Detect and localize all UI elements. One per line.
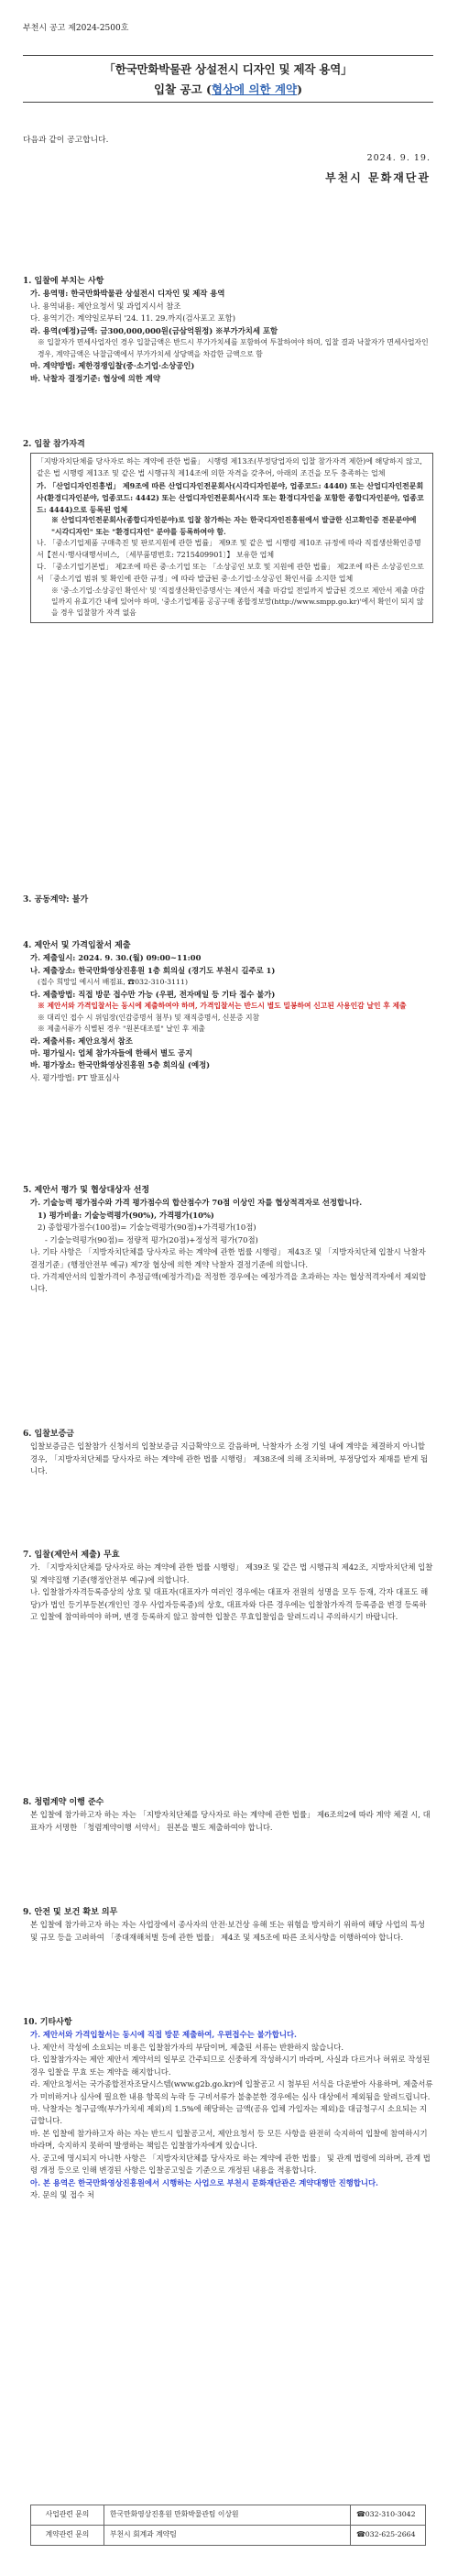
section-9: 9. 안전 및 보건 확보 의무 본 입찰에 참가하고자 하는 자는 사업장에서 종사자의 안전·보건상 유해 또는 위험을 방지하기 위하여 해당 사업의 특성 및 규모 등을 고려하여 「중대재해처벌 등에 관한 법률」 제4조 및 제5조에 따른 조치사항을 이행하여야 합니다. — [23, 1906, 433, 1944]
contract-type-highlight: 협상에 의한 계약 — [211, 82, 298, 96]
section-title: 9. 안전 및 보건 확보 의무 — [23, 1908, 118, 1917]
title-line-2: 입찰 공고 (협상에 의한 계약) — [153, 82, 303, 96]
section-4: 4. 제안서 및 가격입찰서 제출 가. 제출일시: 2024. 9. 30.(월) 09:00~11:00 나. 제출장소: 한국만화영상진흥원 1층 회의실 (경기도 부천시 길주로 1) (접수 희망일 예시서 배점표, ☎032-310-3111) 다. 제출방법: 직접 방문 접수만 가능 (우편, 전자메일 등 기타 접수 불가) ※ 제안서와 가격입찰서는 동시에 제출하여야 하며, 가격입찰서는 반드시 별도 밀봉하여 신고된 사용인감 날인 후 제출 ※ 대리인 접수 시 위임장(인감증명서 첨부) 및 재직증명서, 신분증 지참 ※ 제출서류가 식별된 경우 "원본대조필" 날인 후 제출 라. 제출서류: 제안요청서 참조 마. 평가일시: 업체 참가자들에 한해서 별도 공지 바. 평가장소: 한국만화영상진흥원 5층 회의실 (예정) 사. 평가방법: PT 발표심사 — [23, 939, 433, 1084]
contact-table — [30, 2505, 426, 2546]
section-1 — [23, 275, 433, 385]
title-line-1: 「한국만화박물관 상설전시 디자인 및 제작 용역」 — [104, 62, 353, 76]
section-8: 8. 청렴계약 이행 준수 본 입찰에 참가하고자 하는 자는 「지방자치단체를 당사자로 하는 계약에 관한 법률」 제6조의2에 따라 계약 체결 시, 대표자가 서명한 「청렴계약이행 서약서」 원본을 별도 제출하여야 합니다. — [23, 1796, 433, 1834]
section-title: 6. 입찰보증금 — [23, 1430, 74, 1439]
section-2 — [23, 438, 433, 623]
notice-number: 부천시 공고 제2024-2500호 — [23, 24, 129, 33]
section-title: 1. 입찰에 부치는 사항 — [23, 277, 104, 286]
section-5: 5. 제안서 평가 및 협상대상자 선정 가. 기술능력 평가점수와 가격 평가점수의 합산점수가 70점 이상인 자를 협상적격자로 선정합니다. 1) 평가비율: 기술능력평가(90%), 가격평가(10%) 2) 종합평가점수(100점)= 기술능력평가(90점)+가격평가(10점) - 기술능력평가(90점)= 정량적 평가(20점)+정성적 평가(70점) 나. 기타 사항은 「지방자치단체를 당사자로 하는 계약에 관한 법률 시행령」 제43조 및 「지방자치단체 입찰시 낙찰자 결정기준」(행정안전부 예규) 제7장 협상에 의한 계약 낙찰자 결정기준에 의합니다. 다. 가격제안서의 입찰가격이 추정금액(예정가격)을 적정한 경우에는 예정가격을 초과하는 자는 협상적격자에서 제외합니다. — [23, 1184, 433, 1296]
notice-date: 2024. 9. 19. — [366, 153, 431, 163]
section-6: 6. 입찰보증금 입찰보증금은 입찰참가 신청서의 입찰보증금 지급확약으로 갈음하며, 낙찰자가 소정 기일 내에 계약을 체결하지 아니할 경우, 「지방자치단체를 당사자로 하는 계약에 관한 법률 시행령」 제38조에 의해 조치하며, 부정당업자 제재를 받게 됩니다. — [23, 1428, 433, 1478]
item: 바. 낙찰자 결정기준: 협상에 의한 계약 — [30, 373, 160, 383]
section-title: 4. 제안서 및 가격입찰서 제출 — [23, 941, 131, 950]
section-title: 8. 청렴계약 이행 준수 — [23, 1798, 104, 1807]
item: 마. 계약방법: 제한경쟁입찰(중·소기업·소상공인) — [30, 361, 195, 371]
table-row: 계약관련 문의 부천시 회계과 계약팀 ☎032-625-2664 — [31, 2526, 426, 2546]
section-title: 5. 제안서 평가 및 협상대상자 선정 — [23, 1186, 150, 1195]
section-title: 2. 입찰 참가자격 — [23, 440, 85, 449]
section-7: 7. 입찰(제안서 제출) 무효 가. 「지방자치단체를 당사자로 하는 계약에 관한 법률 시행령」 제39조 및 같은 법 시행규칙 제42조, 지방자치단체 입찰 및 계약집행 기준(행정안전부 예규)에 의합니다. 나. 입찰참가자격등록증상의 상호 및 대표자(대표자가 여러인 경우에는 대표자 전원의 성명을 모두 등재, 각자 대표도 해당)가 법인 등기부등본(개인인 경우 사업자등록증)의 상호, 대표자와 다른 경우에는 입찰참가자격 등록증을 변경 등록하고 입찰에 참여하여야 하며, 변경 등록하지 않고 참여한 입찰은 무효입찰임을 알려드리니 주의하시기 바랍니다. — [23, 1551, 433, 1622]
section-title: 3. 공동계약: 불가 — [23, 895, 89, 904]
intro-text: 다음과 같이 공고합니다. — [23, 136, 109, 145]
qualification-box: 「지방자치단체를 당사자로 하는 계약에 관한 법률」 시행령 제13조(부정당업자의 입찰 참가자격 제한)에 해당하지 않고, 같은 법 시행령 제13조 및 같은 법 시행규칙 제14조에 의한 자격을 갖추어, 아래의 조건을 모두 충족하는 업체 가. 「산업디자인진흥법」 제9조에 따른 산업디자인전문회사(시각디자인분야, 업종코드: 4440) 또는 산업디자인전문회사(환경디자인분야, 업종코드: 4442) 또는 산업디자인전문회사(시각 또는 환경디자인을 포함한 종합디자인분야, 업종코드: 4444)으로 등록된 업체 ※ 산업디자인전문회사(종합디자인분야)로 입찰 참가하는 자는 한국디자인진흥원에서 발급한 신고확인증 전문분야에 "시각디자인" 또는 "환경디자인" 분야를 등록하여야 함. 나. 「중소기업제품 구매촉진 및 판로지원에 관한 법률」 제9조 및 같은 법 시행령 제10조 규정에 따라 직접생산확인증명서【전시·행사대행서비스, 〔세부품명번호: 7215409901〕】 보유한 업체 다. 「중소기업기본법」 제2조에 따른 중·소기업 또는 「소상공인 보호 및 지원에 관한 법률」 제2조에 따른 소상공인으로서 「중소기업 범위 및 확인에 관한 규정」에 따라 발급된 중·소기업·소상공인 확인서를 소지한 업체 ※ '중·소기업·소상공인 확인서' 및 '직접생산확인증명서'는 제안서 제출 마감일 전일까지 발급된 것으로 제안서 제출 마감일까지 유효기간 내에 있어야 하며, '중소기업제품 공공구매 종합정보망(http://www.smpp.go.kr)'에서 확인이 되지 않을 경우 입찰참가 자격 없음 — [30, 453, 433, 623]
section-3 — [23, 893, 433, 906]
section-10: 10. 기타사항 가. 제안서와 가격입찰서는 동시에 직접 방문 제출하여, 우편접수는 불가합니다. 나. 제안서 작성에 소요되는 비용은 입찰참가자의 부담이며, 제출된 서류는 반환하지 않습니다. 다. 입찰참가자는 제안 제안서 계약서의 일부로 간주되므로 신중하게 작성하시기 바라며, 사실과 다르거나 허위로 작성된 경우 입찰을 무효 또는 계약을 해지합니다. 라. 제안요청서는 국가종합전자조달시스템(www.g2b.go.kr)에 입찰공고 시 첨부된 서식을 다운받아 사용하며, 제출서류가 미비하거나 심사에 필요한 내용 항목의 누락 등 구비서류가 불충분한 경우에는 심사 대상에서 제외됨을 알려드립니다. 마. 낙찰자는 청구금액(부가가치세 제외)의 1.5%에 해당하는 금액(공유 업체 가입자는 제외)을 대금청구시 소요되는 지급합니다. 바. 본 입찰에 참가하고자 하는 자는 반드시 입찰공고서, 제안요청서 등 모든 사항을 완전히 숙지하여 입찰에 참여하시기 바라며, 숙지하지 못하여 발생하는 책임은 입찰참가자에게 있습니다. 사. 공고에 명시되지 아니한 사항은 「지방자치단체를 당사자로 하는 계약에 관한 법률」 및 관계 법령에 의하며, 관계 법령 개정 등으로 인해 변경된 사항은 입찰공고일을 기준으로 개정된 내용을 적용합니다. 아. 본 용역은 한국만화영상진흥원에서 시행하는 사업으로 부천시 문화재단관은 계약대행만 진행합니다. 자. 문의 및 접수 처 — [23, 2018, 433, 2200]
item: 다. 용역기간: 계약일로부터 '24. 11. 29.까지(검사포고 포함) — [30, 313, 235, 323]
item: 나. 용역내용: 제안요청서 및 과업지시서 참조 — [30, 301, 181, 311]
item: 라. 용역(예정)금액: 금300,000,000원(금삼억원정) ※부가가치세 포함 — [30, 325, 278, 335]
table-row: 사업관련 문의 한국만화영상진흥원 만화박물관팀 이상원 ☎032-310-3042 — [31, 2505, 426, 2526]
title-box — [23, 55, 433, 103]
section-title: 10. 기타사항 — [23, 2018, 72, 2027]
issuer-name: 부천시 문화재단관 — [325, 171, 431, 184]
item: 가. 용역명: 한국만화박물관 상설전시 디자인 및 제작 용역 — [30, 289, 225, 299]
section-title: 7. 입찰(제안서 제출) 무효 — [23, 1551, 120, 1560]
note: ※ 입찰자가 면세사업자인 경우 입찰금액은 반드시 부가가치세를 포함하여 투찰하여야 하며, 입찰 결과 낙찰자가 면세사업자인 경우, 계약금액은 낙찰금액에서 부가가치세 상당액을 차감한 금액으로 함 — [38, 338, 429, 358]
